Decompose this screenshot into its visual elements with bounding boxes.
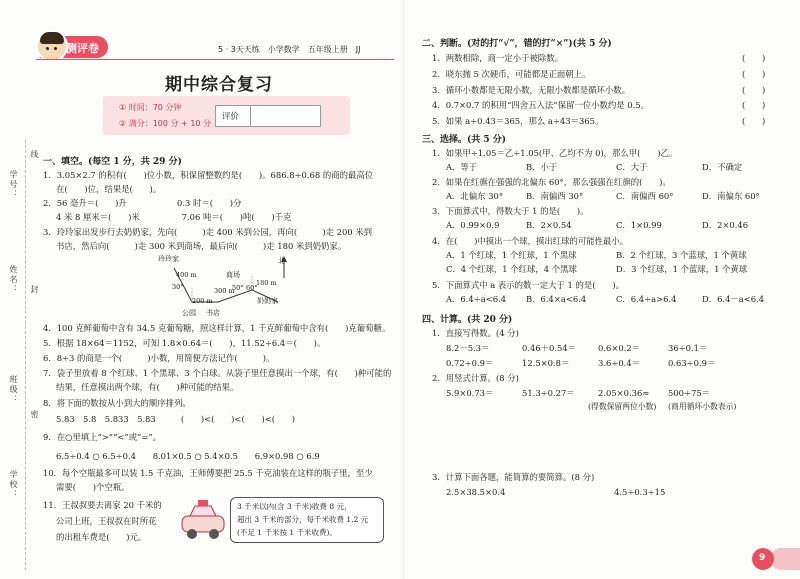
rating-box bbox=[215, 105, 321, 127]
header-rule bbox=[36, 59, 394, 60]
choice-3-d: D．2×0.46 bbox=[702, 220, 749, 230]
seal-mark: 封 bbox=[30, 285, 39, 295]
choice-2-c: C．南偏西 60° bbox=[616, 191, 674, 201]
page-fold bbox=[403, 0, 404, 579]
calc-2: 2．用竖式计算。(8 分) bbox=[432, 373, 519, 383]
school-label: 学校： bbox=[9, 470, 18, 500]
choice-4-d: D．3 个红球，1 个蓝球，1 个黄球 bbox=[616, 264, 748, 274]
page-tab bbox=[770, 548, 800, 570]
calc-3-a: 2.5×38.5×0.4 bbox=[446, 487, 506, 497]
map-grandma: 奶奶家 bbox=[257, 297, 278, 305]
taxi-fare-line3: (不足 1 千米按 1 千米收费)。 bbox=[237, 528, 337, 537]
choice-4-c: C．4 个红球，1 个红球，4 个黑球 bbox=[446, 264, 577, 274]
map-mall: 商场 bbox=[226, 271, 240, 279]
map-a50: 50° bbox=[232, 284, 244, 292]
judge-2: 2．晓东抛 5 次硬币，可能都是正面朝上。 bbox=[432, 69, 591, 79]
seal-mark: 密 bbox=[30, 410, 39, 420]
judge-5-answer: ( ) bbox=[742, 116, 766, 126]
page-number: 9 bbox=[759, 553, 766, 563]
question-7: 7．袋子里放着 8 个红球、1 个黑球、3 个白球。从袋子里任意摸出一个球，有( )种可能的 bbox=[43, 368, 392, 378]
calc-1: 1．直接写得数。(4 分) bbox=[432, 328, 519, 338]
choice-5-a: A．6.4÷a<6.4 bbox=[446, 294, 507, 304]
calc-3: 3．计算下面各题，能简算的要简算。(8 分) bbox=[432, 472, 595, 482]
map-d180: 180 m bbox=[256, 279, 277, 287]
judge-5: 5．如果 a÷0.43＝365，那么 a÷43＝365。 bbox=[432, 116, 604, 126]
taxi-fare-note bbox=[230, 497, 384, 543]
choice-3-b: B．2×0.54 bbox=[526, 220, 572, 230]
question-6: 6．8÷3 的商是一个( )小数，用简便方法记作( )。 bbox=[43, 353, 275, 363]
question-10: 10．每个空瓶最多可以装 1.5 千克油，王师傅要把 25.5 千克油装在这样的瓶子里，至少 bbox=[43, 468, 373, 478]
question-9: 9．在○里填上“>”“<”或“=”。 bbox=[43, 432, 162, 442]
binding-line bbox=[25, 140, 26, 570]
section-choice: 三、选择。(共 5 分) bbox=[422, 135, 507, 145]
choice-1-c: C．大于 bbox=[616, 162, 648, 172]
choice-3: 3．下面算式中，得数大于 1 的是( )。 bbox=[432, 206, 589, 216]
question-11: 11．王叔叔要去离家 20 千米的 bbox=[43, 500, 162, 510]
judge-1: 1．两数相除，商一定小于被除数。 bbox=[432, 53, 563, 63]
calc-2-a: 5.9×0.73＝ bbox=[446, 388, 494, 398]
choice-2-b: B．南偏西 30° bbox=[526, 191, 584, 201]
question-2-cont: 4 米 8 厘米＝( )米 7.06 吨＝( )吨( )千克 bbox=[56, 212, 292, 222]
choice-1-a: A．等于 bbox=[446, 162, 478, 172]
map-bookstore: 书店 bbox=[206, 309, 220, 317]
choice-1: 1．如果甲÷1.05＝乙÷1.05(甲、乙均不为 0)，那么甲( )乙。 bbox=[432, 148, 678, 158]
question-9-items: 6.5÷0.4 ○ 6.5÷0.4 8.01×0.5 ○ 5.4×0.5 6.9×0.98 ○ 6.9 bbox=[56, 451, 320, 461]
choice-3-a: A．0.99×0.9 bbox=[446, 220, 500, 230]
calc-1-r2-a: 0.72÷0.9＝ bbox=[446, 358, 494, 368]
info-box bbox=[103, 96, 350, 135]
taxi-fare-line2: 超出 3 千米的部分，每千米收费 1.2 元 bbox=[237, 515, 369, 524]
judge-4: 4．0.7×0.7 的积用“四舍五入法”保留一位小数约是 0.5。 bbox=[432, 100, 649, 110]
choice-1-b: B．小于 bbox=[526, 162, 558, 172]
judge-1-answer: ( ) bbox=[742, 53, 766, 63]
calc-1-r1-c: 0.6×0.2＝ bbox=[598, 343, 641, 353]
choice-4-a: A．1 个红球，1 个红球，1 个黑球 bbox=[446, 250, 577, 260]
choice-3-c: C．1×0.99 bbox=[616, 220, 662, 230]
question-2: 2．56 毫升＝( )升 0.3 时＝( )分 bbox=[43, 198, 242, 208]
choice-2-d: D．南偏东 60° bbox=[702, 191, 760, 201]
time-limit: ① 时间：70 分钟 bbox=[119, 103, 182, 112]
calc-2-d: 500÷75＝ bbox=[668, 388, 711, 398]
question-8-numbers: 5.83 5.8 5.833 5.83 ( )<( )<( )<( ) bbox=[56, 414, 296, 424]
judge-2-answer: ( ) bbox=[742, 69, 766, 79]
map-home: 玲玲家 bbox=[158, 255, 179, 263]
question-11-cont2: 的出租车费是( )元。 bbox=[56, 532, 147, 542]
calc-2-c: 2.05×0.36≈ bbox=[598, 388, 650, 398]
choice-5-b: B．6.4×a<6.4 bbox=[526, 294, 587, 304]
question-3-cont: 书店，然后向( )走 300 米到商场，最后向( )走 180 米到奶奶家。 bbox=[56, 241, 347, 251]
question-11-cont: 公司上班，王叔叔在时所花 bbox=[56, 516, 157, 526]
rating-label: 评价 bbox=[222, 111, 239, 121]
section-calc: 四、计算。(共 20 分) bbox=[422, 315, 513, 325]
calc-2-note-2: (商用循环小数表示) bbox=[668, 402, 737, 411]
series-label: 5 · 3天天练 小学数学 五年级上册 JJ bbox=[218, 45, 361, 54]
taxi-icon bbox=[178, 498, 228, 542]
calc-1-r2-d: 0.63÷0.9＝ bbox=[668, 358, 716, 368]
calc-1-r2-b: 12.5×0.8＝ bbox=[522, 358, 570, 368]
question-1: 1．3.05×2.7 的积有( )位小数，积保留整数约是( )。686.8÷0.68 的商的最高位 bbox=[43, 170, 374, 180]
map-north: 北 bbox=[278, 257, 285, 265]
map-park: 公园 bbox=[182, 309, 196, 317]
question-4: 4．100 克鲜葡萄中含有 34.5 克葡萄糖，照这样计算，1 千克鲜葡萄中含有( )克葡萄糖。 bbox=[43, 323, 391, 333]
map-d300: 300 m bbox=[214, 287, 235, 295]
section-fill-in: 一、填空。(每空 1 分，共 29 分) bbox=[43, 157, 182, 167]
choice-5-d: D．6.4－a<6.4 bbox=[702, 294, 765, 304]
calc-2-b: 51.3÷0.27＝ bbox=[522, 388, 575, 398]
full-score: ② 满分：100 分 + 10 分 bbox=[119, 119, 212, 128]
judge-3: 3．循环小数都是无限小数，无限小数都是循环小数。 bbox=[432, 85, 630, 95]
choice-2: 2．如果在红旗在强强的北偏东 60°，那么强强在红旗的( )。 bbox=[432, 177, 671, 187]
map-d400: 400 m bbox=[176, 271, 197, 279]
calc-1-r1-a: 8.2－5.3＝ bbox=[446, 343, 490, 353]
question-10-cont: 需要( )个空瓶。 bbox=[56, 482, 130, 492]
calc-3-b: 4.5÷0.3÷15 bbox=[614, 487, 666, 497]
judge-4-answer: ( ) bbox=[742, 100, 766, 110]
choice-5-c: C．6.4÷a>6.4 bbox=[616, 294, 677, 304]
question-8: 8．将下面的数按从小到大的顺序排列。 bbox=[43, 398, 191, 408]
choice-4: 4．在( )中摸出一个球，摸出红球的可能性最小。 bbox=[432, 236, 629, 246]
question-7-cont: 结果，任意摸出两个球，有( )种可能的结果。 bbox=[56, 382, 239, 392]
calc-1-r2-c: 3.6÷0.4＝ bbox=[598, 358, 641, 368]
map-a30: 30° bbox=[172, 283, 184, 291]
judge-3-answer: ( ) bbox=[742, 85, 766, 95]
map-d200: 200 m bbox=[192, 297, 213, 305]
question-5: 5．根据 18×64＝1152，可知 1.8×0.64＝( )，11.52÷6.4＝( )。 bbox=[43, 338, 326, 348]
choice-5: 5．下面算式中 a 表示的数一定大于 1 的是( )。 bbox=[432, 280, 624, 290]
map-a60: 60° bbox=[246, 284, 258, 292]
calc-1-r1-d: 36÷0.1＝ bbox=[668, 343, 708, 353]
choice-1-d: D．不确定 bbox=[702, 162, 743, 172]
section-judge: 二、判断。(对的打“√”，错的打“×”)(共 5 分) bbox=[422, 39, 612, 49]
page-title: 期中综合复习 bbox=[165, 75, 273, 95]
badge-label: 测评卷 bbox=[66, 42, 99, 55]
cartoon-face-icon bbox=[36, 30, 68, 62]
seal-mark: 线 bbox=[30, 150, 39, 160]
class-label: 班级： bbox=[9, 375, 18, 405]
taxi-fare-line1: 3 千米以内(含 3 千米)收费 8 元， bbox=[237, 502, 352, 511]
choice-4-b: B．2 个红球，3 个蓝球，1 个黄球 bbox=[616, 250, 747, 260]
student-name-label: 姓名： bbox=[9, 265, 18, 295]
question-3: 3．玲玲家出发步行去奶奶家，先向( )走 400 米到公园，再向( )走 200 米到 bbox=[43, 227, 373, 237]
student-id-label: 学号： bbox=[9, 170, 18, 200]
choice-2-a: A．北偏东 30° bbox=[446, 191, 504, 201]
calc-2-note-1: (得数保留两位小数) bbox=[588, 402, 657, 411]
calc-1-r1-b: 0.46＋0.54＝ bbox=[522, 343, 577, 353]
question-1-cont: 在( )位，结果是( )。 bbox=[56, 184, 162, 194]
